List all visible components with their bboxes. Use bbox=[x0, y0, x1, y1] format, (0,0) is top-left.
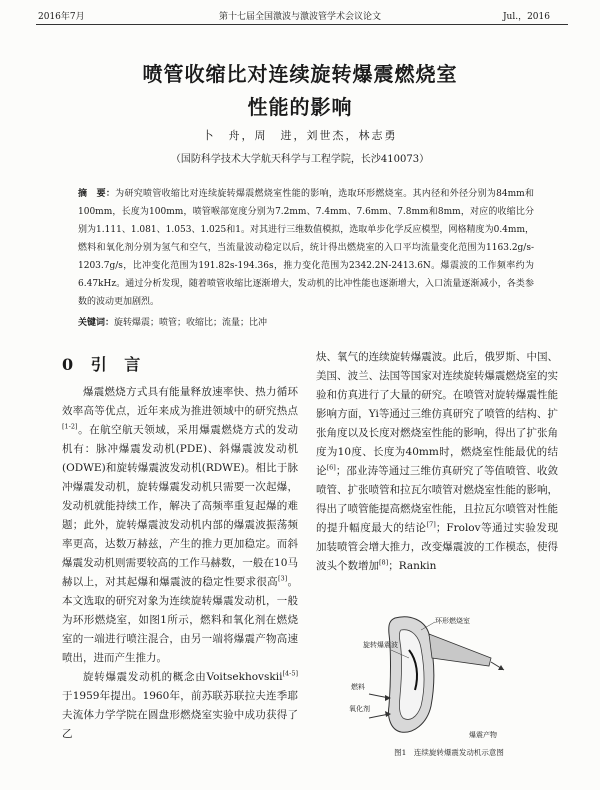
header-date-en: Jul.，2016 bbox=[502, 12, 550, 22]
text-run: ；Frolov等通过实验发现加装喷管会增大推力，改变爆震波的工作模态，使得波头个数增加 bbox=[316, 522, 558, 572]
label-chamber: 环形燃烧室 bbox=[435, 617, 470, 625]
paragraph bbox=[62, 668, 298, 744]
figure-1 bbox=[349, 610, 510, 742]
text-run: 爆震燃烧方式具有能量释放速率快、热力循环效率高等优点，近年来成为推进领域中的研究热点 bbox=[62, 386, 298, 417]
keywords-label: 关键词： bbox=[78, 318, 115, 328]
body-column-right bbox=[316, 348, 558, 576]
citation: [8] bbox=[379, 558, 389, 567]
running-header bbox=[0, 0, 600, 26]
citation: [6] bbox=[326, 463, 336, 472]
header-date: 2016年7月 bbox=[38, 12, 85, 22]
text-run: 。在航空航天领域，采用爆震燃烧方式的发动机有：脉冲爆震发动机(PDE)、斜爆震波发动机(ODWE)和旋转爆震波发动机(RDWE)。相比于脉冲爆震发动机，旋转爆震发动机只需要一次起爆，发动机就能持续工作，解决了高频率重复起爆的难题；此外，旋转爆震波发动机内部的爆震波振荡频率更高，达数万赫兹，产生的推力更加稳定。而斜爆震发动机则需要较高的工作马赫数，一般在10马赫以上，对其起爆和爆震波的稳定性要求很高 bbox=[62, 424, 298, 588]
header-rule bbox=[36, 24, 568, 25]
paragraph bbox=[316, 348, 558, 576]
abstract bbox=[78, 185, 534, 311]
abstract-text: 为研究喷管收缩比对连续旋转爆震燃烧室性能的影响，选取环形燃烧室。其内径和外径分别为84mm和100mm，长度为100mm，喷管喉部宽度分别为7.2mm、7.4mm、7.6mm、7.8mm和8mm，对应的收缩比分别为1.111、1.081、1.053、1.025和1。对其进行三维数值模拟，选取单步化学反应模型，网格精度为0.4mm，燃料和氧化剂分别为氢气和空气，当流量波动稳定以后，统计得出燃烧室的入口平均流量变化范围为1163.2g/s-1203.7g/s，比冲变化范围为191.82s-194.36s，推力变化范围为2342.2N-2413.6N。爆震波的工作频率约为6.47kHz。通过分析发现，随着喷管收缩比逐渐增大，发动机的比冲性能也逐渐增大，入口流量逐渐减小，各类参数的波动更加剧烈。 bbox=[78, 189, 534, 307]
citation: [7] bbox=[426, 520, 436, 529]
label-products: 爆震产物 bbox=[469, 731, 497, 739]
text-run: 旋转爆震发动机的概念由Voitsekhovskii bbox=[83, 671, 283, 683]
section-heading bbox=[62, 352, 146, 375]
paper-title-line1: 喷管收缩比对连续旋转爆震燃烧室 bbox=[142, 62, 458, 86]
label-wave: 旋转爆震波 bbox=[363, 641, 398, 649]
text-run: 。本文选取的研究对象为连续旋转爆震发动机，一般为环形燃烧室，如图1所示，燃料和氧化剂在燃烧室的一端进行喷注混合，由另一端将爆震产物高速喷出，进而产生推力。 bbox=[62, 576, 299, 664]
abstract-label: 摘 要： bbox=[78, 189, 116, 199]
text-run: ；Rankin bbox=[388, 560, 437, 572]
paragraph bbox=[62, 383, 298, 668]
header-conference: 第十七届全国激波与激波管学术会议论文 bbox=[218, 12, 381, 22]
section-number: 0 bbox=[62, 355, 80, 374]
products-plume bbox=[429, 634, 491, 666]
text-run: 炔、氧气的连续旋转爆震波。此后，俄罗斯、中国、美国、波兰、法国等国家对连续旋转爆震燃烧室的实验和仿真进行了大量的研究。在喷管对旋转爆震性能影响方面，Yi等通过三维仿真研究了喷管的结构、扩张角度以及长度对燃烧室性能的影响，得出了扩张角度为10度、长度为40mm时，燃烧室性能最优的结论 bbox=[316, 351, 558, 477]
citation: [1-2] bbox=[62, 422, 78, 431]
figure-caption: 图1 连续旋转爆震发动机示意图 bbox=[394, 748, 504, 757]
affiliation: （国防科学技术大学航天科学与工程学院，长沙410073） bbox=[170, 154, 430, 165]
keywords-text: 旋转爆震；喷管；收缩比；流量；比冲 bbox=[114, 318, 268, 328]
combustor-schematic bbox=[365, 610, 510, 742]
text-run: 于1959年提出。1960年，前苏联苏联拉夫连季耶夫流体力学学院在圆盘形燃烧室实验中成功获得了乙 bbox=[62, 690, 298, 740]
paper-title-line2: 性能的影响 bbox=[247, 95, 353, 119]
body-column-left bbox=[62, 383, 298, 744]
section-title: 引 言 bbox=[90, 355, 147, 374]
label-fuel: 燃料 bbox=[351, 683, 365, 691]
citation: [3] bbox=[277, 574, 288, 583]
label-oxidizer: 氧化剂 bbox=[349, 705, 370, 713]
arrowhead-icon bbox=[498, 665, 504, 670]
author-list: 卜 舟，周 进，刘世杰，林志勇 bbox=[202, 129, 398, 142]
text-run: ；邵业涛等通过三维仿真研究了等值喷管、收敛喷管、扩张喷管和拉瓦尔喷管对燃烧室性能的影响，得出了喷管能提高燃烧室性能，且拉瓦尔喷管对性能的提升幅度最大的结论 bbox=[316, 465, 559, 534]
keywords bbox=[78, 315, 534, 328]
citation: [4-5] bbox=[282, 669, 298, 678]
